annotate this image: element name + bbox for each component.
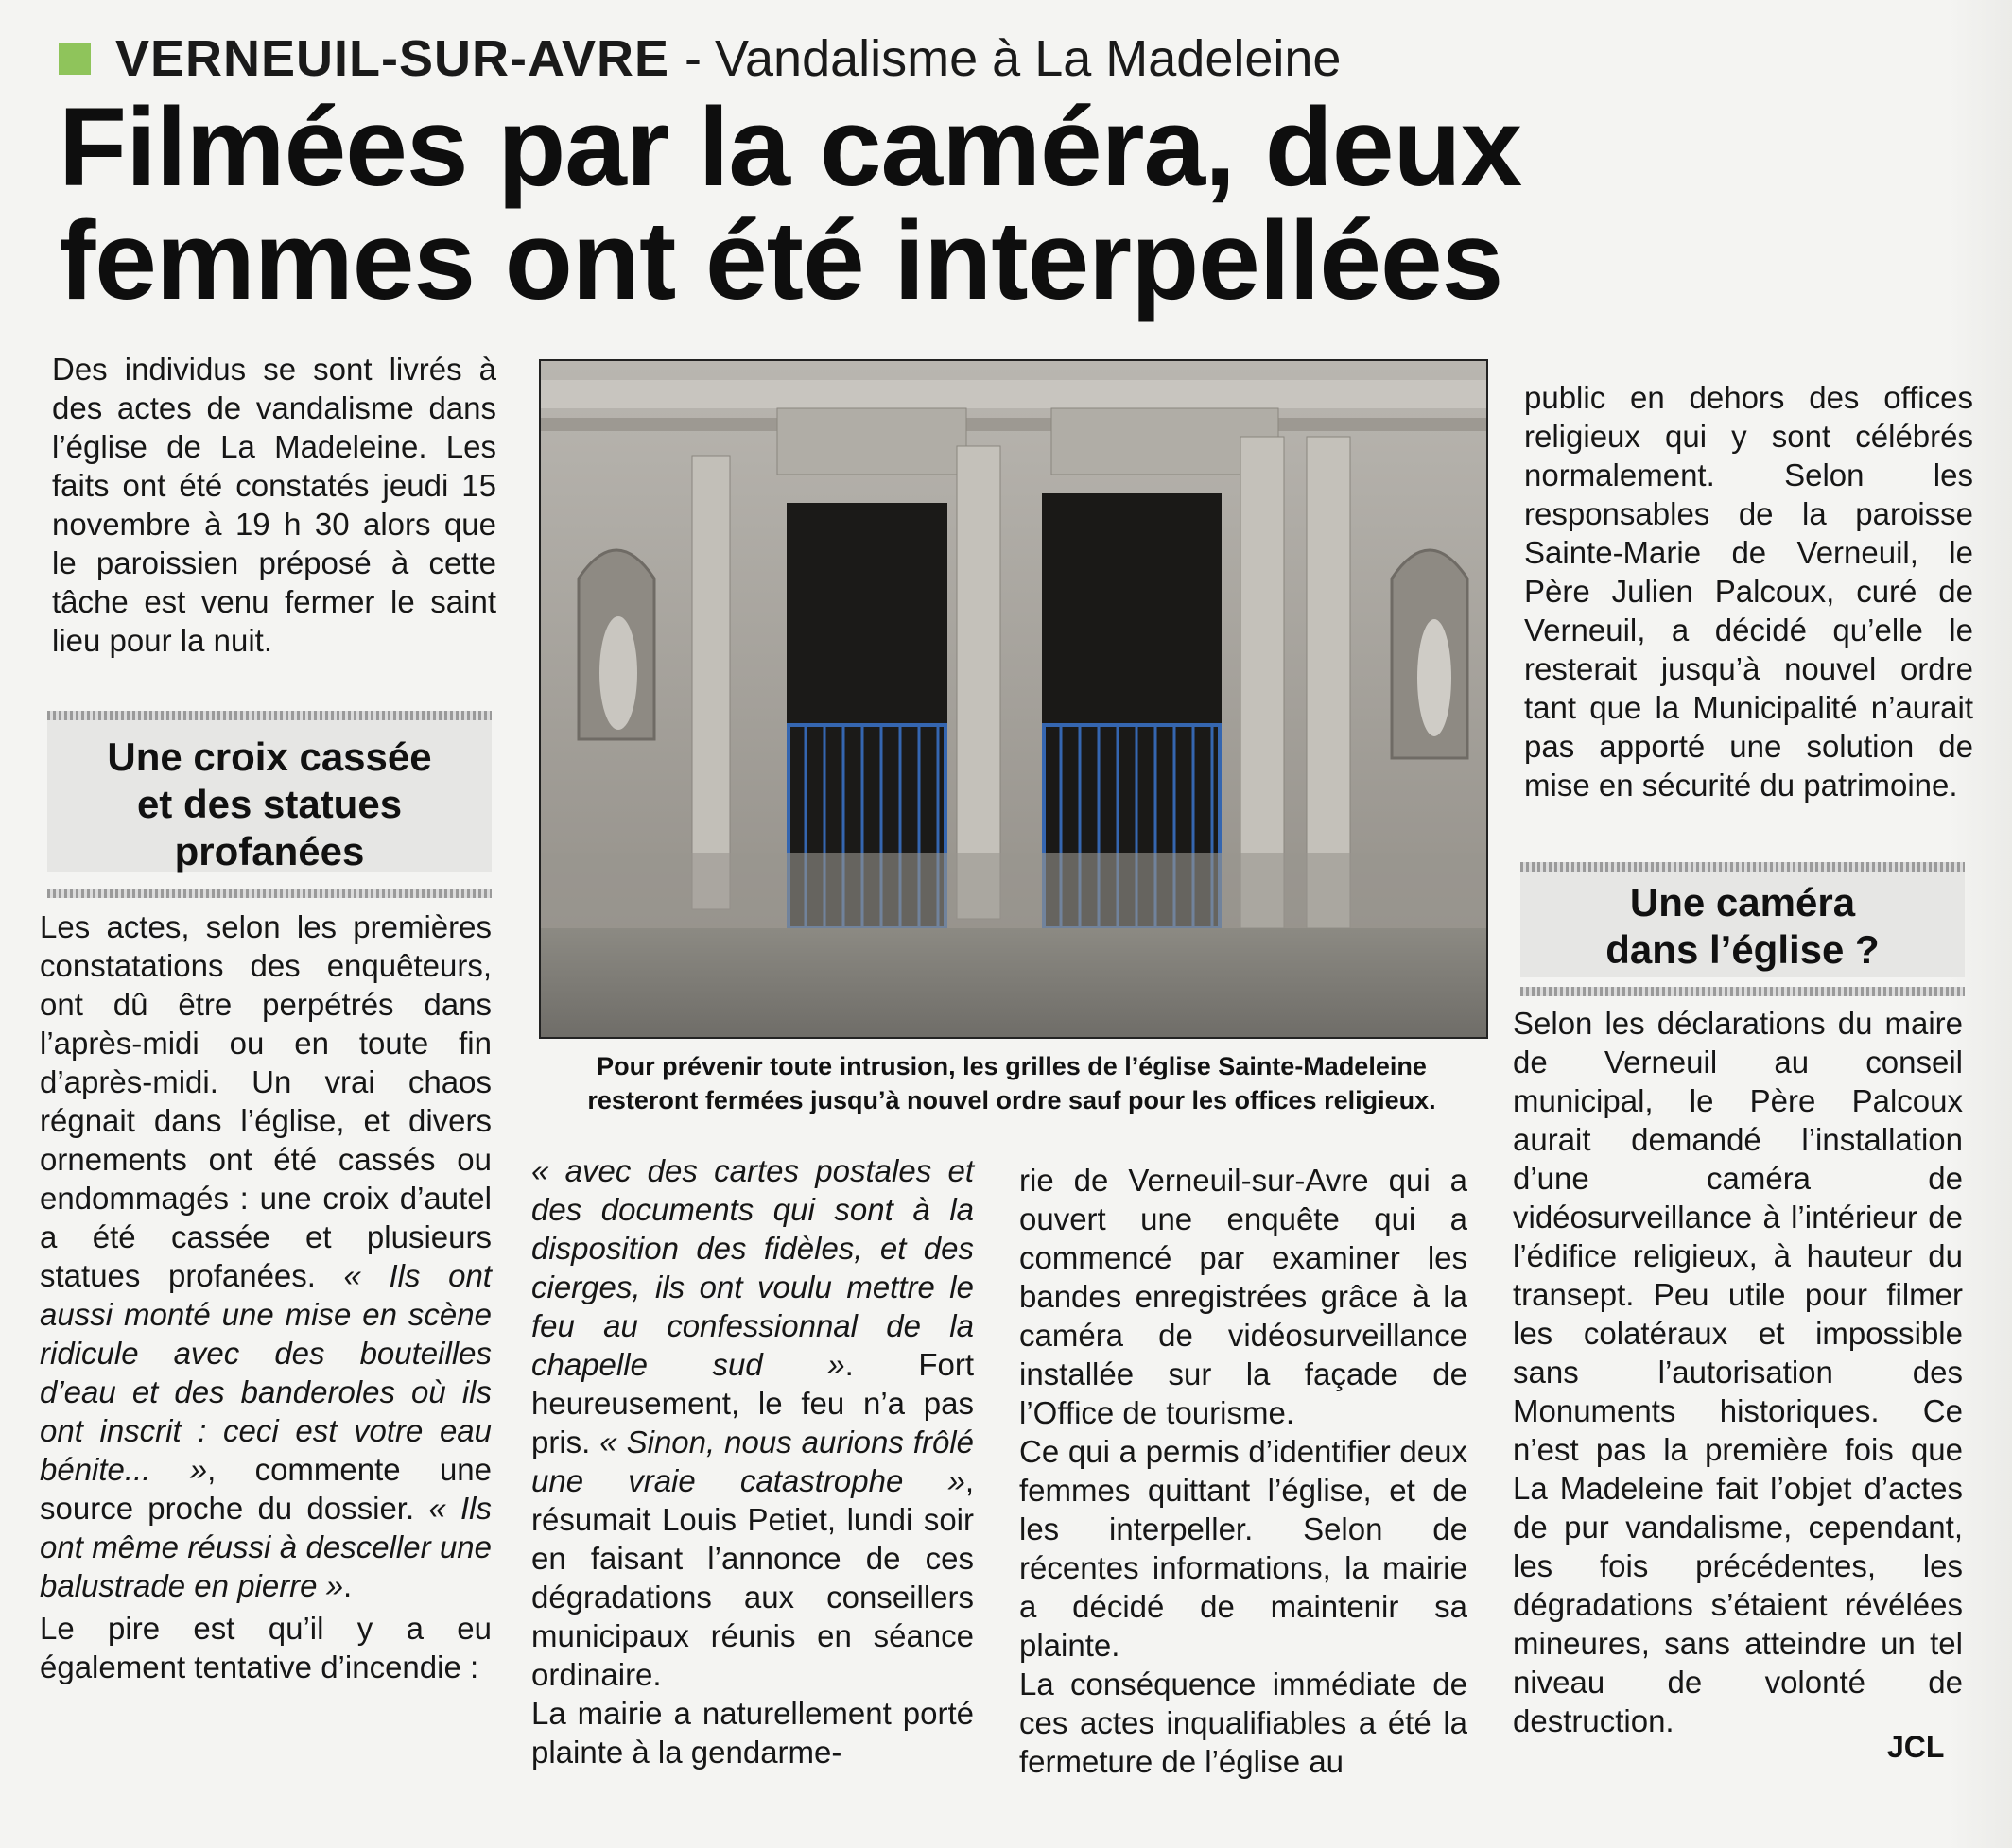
column-4-paragraph-2: Selon les déclarations du maire de Verneuil au conseil municipal, le Père Palcoux aurait demandé l’installation d’une caméra de vidéosurveillance à l’intérieur de l’édifice religieux, à hauteur du transept. Peu utile pour filmer les colatéraux et impossible sans l’autorisation des Monuments historiques. Ce n’est pas la première fois que La Madeleine fait l’objet d’actes de pur vandalisme, cependant, les fois précédentes, les dégradations s’étaient révélées mineures, sans atteindre un tel niveau de volonté de destruction. [1513,1006,1963,1738]
author-signature: JCL [1887,1730,1945,1764]
column-3-paragraph-2: Ce qui a permis d’identifier deux femmes quittant l’église, et de les interpeller. Selon de récentes informations, la mairie a décidé de maintenir sa plainte. [1019,1434,1467,1663]
col2-text-b: , résumait Louis Petiet, lundi soir en faisant l’annonce de ces dégradations aux conseillers municipaux réunis en séance ordinaire. [531,1463,974,1692]
church-facade-photo [539,359,1488,1039]
column-4-top [1524,378,1973,804]
article-headline [59,85,1666,323]
subhead-1-line-1: Une croix cassée [107,734,432,779]
subhead-1-bottom-rule [47,889,492,898]
headline-line-1: Filmées par la caméra, deux [59,85,1522,210]
col1-quote-1: « Ils ont aussi monté une mise en scène ridicule avec des bouteilles d’eau et des banderoles où ils ont inscrit : ceci est votre eau bénite... » [40,1258,492,1487]
column-3-paragraph-3: La conséquence immédiate de ces actes inqualifiables a été la fermeture de l’église au [1019,1667,1467,1779]
section-marker-square [59,43,91,75]
column-1-paragraph-2: Le pire est qu’il y a eu également tentative d’incendie : [40,1611,492,1684]
intro-paragraph-block [52,350,496,660]
subhead-1-top-rule [47,711,492,720]
col2-quote-1: « avec des cartes postales et des documents qui sont à la disposition des fidèles, et des cierges, ils ont voulu mettre le feu au confessionnal de la chapelle sud » [531,1153,974,1382]
intro-paragraph: Des individus se sont livrés à des actes de vandalisme dans l’église de La Madeleine. Les faits ont été constatés jeudi 15 novembre à 19 h 30 alors que le paroissien préposé à cette tâche est venu fermer le saint lieu pour la nuit. [52,352,496,658]
column-1-body [40,907,492,1686]
subhead-2-box [1520,862,1965,977]
subhead-2-bottom-rule [1520,987,1965,996]
col2-text-a: . Fort heureusement, le feu n’a pas pris. [531,1347,975,1459]
subhead-1-line-3: profanées [174,829,365,873]
column-2-paragraph-1 [531,1151,974,1694]
col2-quote-2: « Sinon, nous aurions frôlé une vraie catastrophe » [531,1425,974,1498]
column-2-paragraph-2: La mairie a naturellement porté plainte à la gendarme- [531,1696,974,1770]
subhead-2-line-1: Une caméra [1629,880,1856,924]
column-4-bottom [1513,1004,1963,1740]
subhead-1-box [47,711,492,872]
church-facade-illustration [541,361,1486,1037]
subhead-2-line-2: dans l’église ? [1605,927,1880,972]
col1-text-c: . [343,1568,353,1603]
caption-line-2: resteront fermées jusqu’à nouvel ordre sauf pour les offices religieux. [587,1086,1436,1114]
column-1-paragraph-1 [40,907,492,1605]
col1-quote-2: « Ils ont même réussi à desceller une balustrade en pierre » [40,1491,492,1603]
subhead-1-line-2: et des statues [136,782,403,826]
column-4-paragraph-1: public en dehors des offices religieux qui y sont célébrés normalement. Selon les responsables de la paroisse Sainte-Marie de Verneuil, le Père Julien Palcoux, curé de Verneuil, a décidé qu’elle le resterait jusqu’à nouvel ordre tant que la Municipalité n’aurait pas apporté une solution de mise en sécurité du patrimoine. [1524,380,1973,803]
col1-text-a: Les actes, selon les premières constatations des enquêteurs, ont dû être perpétrés dans l’après-midi ou en toute fin d’après-midi. Un vrai chaos régnait dans l’église, et divers ornements ont été cassés ou endommagés : une croix d’autel a été cassée et plusieurs statues profanées. [40,909,492,1293]
column-3-body [1019,1161,1467,1781]
kicker-topic: Vandalisme à La Madeleine [715,30,1342,87]
photo-caption [539,1049,1484,1117]
subhead-2-top-rule [1520,862,1965,872]
kicker-place: VERNEUIL-SUR-AVRE [115,30,670,87]
column-2-body [531,1151,974,1771]
column-3-paragraph-1: rie de Verneuil-sur-Avre qui a ouvert une enquête qui a commencé par examiner les bandes enregistrées grâce à la caméra de vidéosurveillance installée sur la façade de l’Office de tourisme. [1019,1163,1467,1430]
caption-line-1: Pour prévenir toute intrusion, les grilles de l’église Sainte-Madeleine [597,1052,1427,1080]
kicker-separator: - [685,30,702,87]
headline-line-2: femmes ont été interpellées [59,199,1503,323]
col1-text-b: , commente une source proche du dossier. [40,1452,492,1526]
